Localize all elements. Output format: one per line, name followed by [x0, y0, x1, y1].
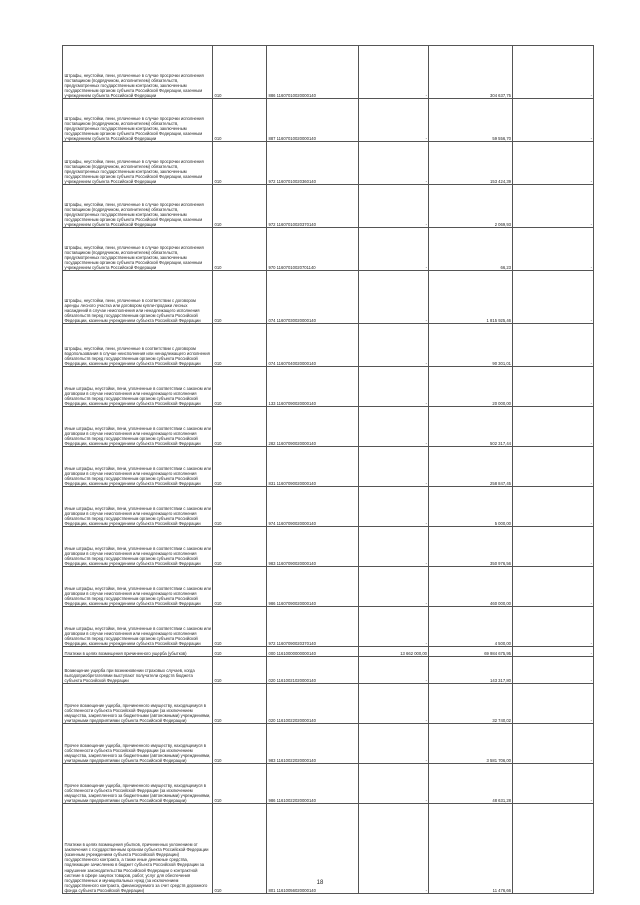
unexecuted-amount-cell: - — [513, 527, 594, 567]
budget-classification-code-cell: 000 11610000000000140 — [267, 647, 359, 657]
unexecuted-amount-cell: - — [513, 228, 594, 271]
unexecuted-amount-cell: - — [513, 99, 594, 142]
line-code-cell: 010 — [213, 764, 267, 804]
executed-amount-cell: 304 637,75 — [429, 46, 513, 99]
executed-amount-cell: 1 815 925,46 — [429, 271, 513, 324]
indicator-name-cell: Иные штрафы, неустойки, пени, уплаченные в соответствии с законом или договором в случае неисполнения или ненадлежащего исполнения обязательств перед государственным органом субъекта Российской Федерации, казенным учреждением субъекта Российской Федерации — [63, 567, 213, 607]
approved-amount-cell: - — [359, 271, 429, 324]
indicator-name-cell: Иные штрафы, неустойки, пени, уплаченные в соответствии с законом или договором в случае неисполнения или ненадлежащего исполнения обязательств перед государственным органом субъекта Российской Федерации, казенным учреждением субъекта Российской Федерации — [63, 367, 213, 407]
line-code-cell: 010 — [213, 724, 267, 764]
approved-amount-cell: - — [359, 684, 429, 724]
indicator-name-cell: Иные штрафы, неустойки, пени, уплаченные в соответствии с законом или договором в случае неисполнения или ненадлежащего исполнения обязательств перед государственным органом субъекта Российской Федерации, казенным учреждением субъекта Российской Федерации — [63, 407, 213, 447]
table-row — [63, 324, 594, 367]
table-row — [63, 46, 594, 99]
indicator-name-cell: Иные штрафы, неустойки, пени, уплаченные в соответствии с законом или договором в случае неисполнения или ненадлежащего исполнения обязательств перед государственным органом субъекта Российской Федерации, казенным учреждением субъекта Российской Федерации — [63, 527, 213, 567]
indicator-name-cell: Иные штрафы, неустойки, пени, уплаченные в соответствии с законом или договором в случае неисполнения или ненадлежащего исполнения обязательств перед государственным органом субъекта Российской Федерации, казенным учреждением субъекта Российской Федерации — [63, 487, 213, 527]
unexecuted-amount-cell: - — [513, 567, 594, 607]
table-row — [63, 367, 594, 407]
budget-classification-code-cell: 074 11607030020000140 — [267, 271, 359, 324]
table-row — [63, 684, 594, 724]
budget-classification-code-cell: 282 11607090020000140 — [267, 407, 359, 447]
unexecuted-amount-cell: - — [513, 804, 594, 894]
approved-amount-cell: - — [359, 367, 429, 407]
indicator-name-cell: Платежи в целях возмещения причиненного ущерба (убытков) — [63, 647, 213, 657]
approved-amount-cell: - — [359, 487, 429, 527]
table-row — [63, 447, 594, 487]
table-row — [63, 764, 594, 804]
budget-classification-code-cell: 887 11607010020000140 — [267, 99, 359, 142]
indicator-name-cell: Прочее возмещение ущерба, причиненного имуществу, находящемуся в собственности субъекта Российской Федерации (за исключением имущества, закрепленного за бюджетными (автономными) учреждениями, унитарными предприятиями субъекта Российской Федерации) — [63, 764, 213, 804]
budget-classification-code-cell: 972 11607090020370140 — [267, 607, 359, 647]
line-code-cell: 010 — [213, 527, 267, 567]
line-code-cell: 010 — [213, 684, 267, 724]
unexecuted-amount-cell: - — [513, 724, 594, 764]
budget-classification-code-cell: 831 11607090020000140 — [267, 447, 359, 487]
unexecuted-amount-cell: - — [513, 185, 594, 228]
approved-amount-cell: - — [359, 804, 429, 894]
line-code-cell: 010 — [213, 607, 267, 647]
executed-amount-cell: 32 740,02 — [429, 684, 513, 724]
line-code-cell: 010 — [213, 324, 267, 367]
approved-amount-cell: - — [359, 324, 429, 367]
indicator-name-cell: Штрафы, неустойки, пени, уплаченные в случае просрочки исполнения поставщиком (подрядчиком, исполнителем) обязательств, предусмотренных государственным контрактом, заключенным государственным органом субъекта Российской Федерации, казенным учреждением субъекта Российской Федерации — [63, 185, 213, 228]
indicator-name-cell: Штрафы, неустойки, пени, уплаченные в соответствии с договором водопользования в случае неисполнения или ненадлежащего исполнения обязательств перед государственным органом субъекта Российской Федерации, казенным учреждением субъекта Российской Федерации — [63, 324, 213, 367]
line-code-cell: 010 — [213, 228, 267, 271]
budget-classification-code-cell: 133 11607090020000140 — [267, 367, 359, 407]
table-row — [63, 527, 594, 567]
executed-amount-cell: 460 000,00 — [429, 567, 513, 607]
executed-amount-cell: 59 556,70 — [429, 99, 513, 142]
line-code-cell: 010 — [213, 46, 267, 99]
unexecuted-amount-cell: - — [513, 324, 594, 367]
line-code-cell: 010 — [213, 271, 267, 324]
approved-amount-cell: - — [359, 527, 429, 567]
executed-amount-cell: 5 000,00 — [429, 487, 513, 527]
line-code-cell: 010 — [213, 657, 267, 684]
indicator-name-cell: Иные штрафы, неустойки, пени, уплаченные в соответствии с законом или договором в случае неисполнения или ненадлежащего исполнения обязательств перед государственным органом субъекта Российской Федерации, казенным учреждением субъекта Российской Федерации — [63, 447, 213, 487]
unexecuted-amount-cell: - — [513, 142, 594, 185]
approved-amount-cell: - — [359, 407, 429, 447]
executed-amount-cell: 90 301,01 — [429, 324, 513, 367]
approved-amount-cell: - — [359, 46, 429, 99]
table-row — [63, 185, 594, 228]
budget-classification-code-cell: 986 11610022020000140 — [267, 764, 359, 804]
executed-amount-cell: 66,23 — [429, 228, 513, 271]
table-row — [63, 487, 594, 527]
income-report-table — [62, 45, 594, 894]
budget-classification-code-cell: 801 11610056020000140 — [267, 804, 359, 894]
line-code-cell: 010 — [213, 142, 267, 185]
budget-classification-code-cell: 074 11607040020000140 — [267, 324, 359, 367]
line-code-cell: 010 — [213, 185, 267, 228]
line-code-cell: 010 — [213, 567, 267, 607]
unexecuted-amount-cell: - — [513, 487, 594, 527]
executed-amount-cell: 143 317,80 — [429, 657, 513, 684]
executed-amount-cell: 20 000,00 — [429, 367, 513, 407]
unexecuted-amount-cell: - — [513, 407, 594, 447]
indicator-name-cell: Прочее возмещение ущерба, причиненного имуществу, находящемуся в собственности субъекта Российской Федерации (за исключением имущества, закрепленного за бюджетными (автономными) учреждениями, унитарными предприятиями субъекта Российской Федерации) — [63, 684, 213, 724]
budget-classification-code-cell: 020 11610022020000140 — [267, 684, 359, 724]
budget-classification-code-cell: 983 11607090020000140 — [267, 527, 359, 567]
unexecuted-amount-cell: - — [513, 607, 594, 647]
executed-amount-cell: 258 847,45 — [429, 447, 513, 487]
table-row — [63, 228, 594, 271]
report-body — [63, 46, 594, 894]
line-code-cell: 010 — [213, 367, 267, 407]
unexecuted-amount-cell: - — [513, 657, 594, 684]
executed-amount-cell: 11 476,66 — [429, 804, 513, 894]
table-row — [63, 567, 594, 607]
budget-classification-code-cell: 986 11607090020000140 — [267, 567, 359, 607]
executed-amount-cell: 3 581 706,00 — [429, 724, 513, 764]
table-row — [63, 142, 594, 185]
executed-amount-cell: 502 317,44 — [429, 407, 513, 447]
executed-amount-cell: 69 984 675,95 — [429, 647, 513, 657]
budget-classification-code-cell: 974 11607090020000140 — [267, 487, 359, 527]
approved-amount-cell: - — [359, 228, 429, 271]
unexecuted-amount-cell: - — [513, 367, 594, 407]
unexecuted-amount-cell: - — [513, 764, 594, 804]
indicator-name-cell: Штрафы, неустойки, пени, уплаченные в случае просрочки исполнения поставщиком (подрядчиком, исполнителем) обязательств, предусмотренных государственным контрактом, заключенным государственным органом субъекта Российской Федерации, казенным учреждением субъекта Российской Федерации — [63, 228, 213, 271]
approved-amount-cell: 13 662 000,00 — [359, 647, 429, 657]
table-row — [63, 407, 594, 447]
approved-amount-cell: - — [359, 607, 429, 647]
approved-amount-cell: - — [359, 657, 429, 684]
approved-amount-cell: - — [359, 447, 429, 487]
line-code-cell: 010 — [213, 99, 267, 142]
table-row — [63, 271, 594, 324]
line-code-cell: 010 — [213, 487, 267, 527]
unexecuted-amount-cell: - — [513, 447, 594, 487]
table-row — [63, 607, 594, 647]
budget-classification-code-cell: 886 11607010020000140 — [267, 46, 359, 99]
executed-amount-cell: 153 424,39 — [429, 142, 513, 185]
unexecuted-amount-cell: - — [513, 46, 594, 99]
budget-classification-code-cell: 983 11610022020000140 — [267, 724, 359, 764]
indicator-name-cell: Иные штрафы, неустойки, пени, уплаченные в соответствии с законом или договором в случае неисполнения или ненадлежащего исполнения обязательств перед государственным органом субъекта Российской Федерации, казенным учреждением субъекта Российской Федерации — [63, 607, 213, 647]
indicator-name-cell: Прочее возмещение ущерба, причиненного имуществу, находящемуся в собственности субъекта Российской Федерации (за исключением имущества, закрепленного за бюджетными (автономными) учреждениями, унитарными предприятиями субъекта Российской Федерации) — [63, 724, 213, 764]
approved-amount-cell: - — [359, 567, 429, 607]
page-number: 18 — [316, 880, 324, 886]
unexecuted-amount-cell: - — [513, 684, 594, 724]
budget-classification-code-cell: 020 11610021020000140 — [267, 657, 359, 684]
budget-classification-code-cell: 972 11607010020370140 — [267, 185, 359, 228]
unexecuted-amount-cell: - — [513, 271, 594, 324]
executed-amount-cell: 48 631,28 — [429, 764, 513, 804]
budget-classification-code-cell: 970 11607010020701140 — [267, 228, 359, 271]
approved-amount-cell: - — [359, 724, 429, 764]
line-code-cell: 010 — [213, 804, 267, 894]
table-row — [63, 724, 594, 764]
line-code-cell: 010 — [213, 447, 267, 487]
approved-amount-cell: - — [359, 185, 429, 228]
indicator-name-cell: Возмещение ущерба при возникновении страховых случаев, когда выгодоприобретателями выступают получатели средств бюджета субъекта Российской Федерации — [63, 657, 213, 684]
budget-classification-code-cell: 972 11607010020360140 — [267, 142, 359, 185]
executed-amount-cell: 4 500,00 — [429, 607, 513, 647]
table-row — [63, 647, 594, 657]
unexecuted-amount-cell: - — [513, 647, 594, 657]
line-code-cell: 010 — [213, 407, 267, 447]
indicator-name-cell: Штрафы, неустойки, пени, уплаченные в соответствии с договором аренды лесного участка или договором купли-продажи лесных насаждений в случае неисполнения или ненадлежащего исполнения обязательств перед государственным органом субъекта Российской Федерации, казенным учреждением субъекта Российской Федерации — [63, 271, 213, 324]
indicator-name-cell: Штрафы, неустойки, пени, уплаченные в случае просрочки исполнения поставщиком (подрядчиком, исполнителем) обязательств, предусмотренных государственным контрактом, заключенным государственным органом субъекта Российской Федерации, казенным учреждением субъекта Российской Федерации — [63, 99, 213, 142]
indicator-name-cell: Штрафы, неустойки, пени, уплаченные в случае просрочки исполнения поставщиком (подрядчиком, исполнителем) обязательств, предусмотренных государственным контрактом, заключенным государственным органом субъекта Российской Федерации, казенным учреждением субъекта Российской Федерации — [63, 142, 213, 185]
executed-amount-cell: 2 069,93 — [429, 185, 513, 228]
table-row — [63, 99, 594, 142]
approved-amount-cell: - — [359, 142, 429, 185]
approved-amount-cell: - — [359, 764, 429, 804]
indicator-name-cell: Платежи в целях возмещения убытков, причиненных уклонением от заключения с государственным органом субъекта Российской Федерации (казенным учреждением субъекта Российской Федерации) государственного контракта, а также иные денежные средства, подлежащие зачислению в бюджет субъекта Российской Федерации за нарушение законодательства Российской Федерации о контрактной системе в сфере закупок товаров, работ, услуг для обеспечения государственных и муниципальных нужд (за исключением государственного контракта, финансируемого за счет средств дорожного фонда субъекта Российской Федерации) — [63, 804, 213, 894]
executed-amount-cell: 350 976,56 — [429, 527, 513, 567]
table-row — [63, 657, 594, 684]
line-code-cell: 010 — [213, 647, 267, 657]
indicator-name-cell: Штрафы, неустойки, пени, уплаченные в случае просрочки исполнения поставщиком (подрядчиком, исполнителем) обязательств, предусмотренных государственным контрактом, заключенным государственным органом субъекта Российской Федерации, казенным учреждением субъекта Российской Федерации — [63, 46, 213, 99]
approved-amount-cell: - — [359, 99, 429, 142]
